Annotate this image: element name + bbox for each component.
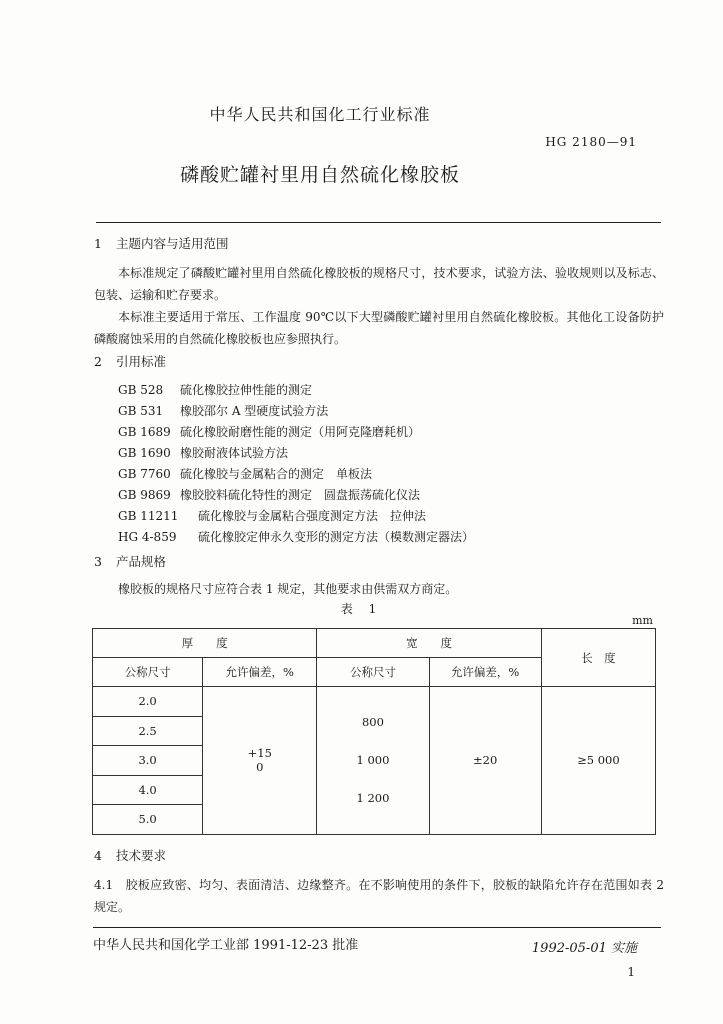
reference-title: 硫化橡胶耐磨性能的测定（用阿克隆磨耗机） [180,425,421,439]
spec-table [92,628,656,835]
thickness-value: 2.0 [93,687,202,717]
thickness-tol-upper: +15 [247,746,272,761]
thickness-tolerance-cell [203,687,317,835]
document-code: HG 2180—91 [545,135,637,149]
thickness-value: 5.0 [138,812,157,826]
reference-title: 硫化橡胶拉伸性能的测定 [180,383,313,397]
section-1-paragraph-2: 本标准主要适用于常压、工作温度 90℃以下大型磷酸贮罐衬里用自然硫化橡胶板。其他化工设备防护磷酸腐蚀采用的自然硫化橡胶板也应参照执行。 [94,310,664,346]
section-title: 主题内容与适用范围 [116,236,229,251]
reference-title: 硫化橡胶定伸永久变形的测定方法（模数测定器法） [198,530,475,544]
section-title: 引用标准 [116,354,167,369]
reference-code: GB 531 [118,404,164,418]
reference-item [118,464,372,485]
reference-code: GB 9869 [118,488,171,502]
width-value: 1 200 [356,791,390,806]
reference-code: GB 7760 [118,467,171,481]
header-thickness: 厚 度 [93,629,317,658]
section-number: 2 [94,354,102,369]
reference-code: GB 528 [118,383,164,397]
effective-date: 1992-05-01 实施 [531,941,637,956]
table-caption: 表 1 [340,602,383,616]
width-values-cell [317,687,429,835]
top-divider [96,222,661,223]
header-nominal-thickness: 公称尺寸 [93,658,203,687]
header-tolerance-width: 允许偏差，% [429,658,541,687]
width-value: 800 [361,715,384,730]
section-3-heading [94,552,166,570]
reference-item [118,443,288,464]
section-number: 4 [94,848,102,863]
header-nominal-width: 公称尺寸 [317,658,429,687]
width-tolerance-cell: ±20 [429,687,541,835]
header-tolerance-thickness: 允许偏差，% [203,658,317,687]
section-number: 3 [94,554,102,569]
section-title: 产品规格 [116,554,167,569]
org-title: 中华人民共和国化工行业标准 [209,105,431,124]
length-cell: ≥5 000 [541,687,655,835]
section-title: 技术要求 [116,848,167,863]
section-2-heading [94,352,166,370]
reference-code: GB 1690 [118,446,171,460]
width-value: 1 000 [356,753,390,768]
thickness-value: 3.0 [93,746,202,776]
reference-title: 硫化橡胶与金属粘合的测定 单板法 [180,467,373,481]
reference-code: HG 4-859 [118,530,177,544]
reference-code: GB 1689 [118,425,171,439]
reference-code: GB 11211 [118,509,179,523]
reference-title: 橡胶胶料硫化特性的测定 圆盘振荡硫化仪法 [180,488,421,502]
bottom-divider [93,927,661,928]
reference-item [118,380,312,401]
section-1-heading [94,234,229,252]
reference-item [118,527,474,548]
reference-title: 橡胶邵尔 A 型硬度试验方法 [180,404,329,418]
reference-item [118,485,420,506]
page-number: 1 [627,965,635,979]
standard-title: 磷酸贮罐衬里用自然硫化橡胶板 [179,164,460,186]
table-unit: mm [632,614,653,627]
section-4-paragraph-1: 4.1 胶板应致密、均匀、表面清洁、边缘整齐。在不影响使用的条件下，胶板的缺陷允许存在范围如表 2 规定。 [94,878,664,914]
approval-text: 中华人民共和国化学工业部 1991-12-23 批准 [93,938,359,953]
thickness-value: 4.0 [93,776,202,806]
reference-title: 橡胶耐液体试验方法 [180,446,289,460]
section-4-heading [94,846,166,864]
reference-item [118,506,426,527]
section-3-paragraph-1: 橡胶板的规格尺寸应符合表 1 规定，其他要求由供需双方商定。 [118,582,458,596]
thickness-value: 2.5 [93,717,202,747]
section-number: 1 [94,236,102,251]
reference-item [118,422,420,443]
reference-title: 硫化橡胶与金属粘合强度测定方法 拉伸法 [198,509,427,523]
header-width: 宽 度 [317,629,541,658]
thickness-tol-lower: 0 [256,760,264,775]
thickness-values-cell [93,687,203,835]
reference-item [118,401,328,422]
section-1-paragraph-1: 本标准规定了磷酸贮罐衬里用自然硫化橡胶板的规格尺寸，技术要求，试验方法、验收规则以及标志、包装、运输和贮存要求。 [94,266,664,302]
header-length: 长 度 [541,629,655,687]
